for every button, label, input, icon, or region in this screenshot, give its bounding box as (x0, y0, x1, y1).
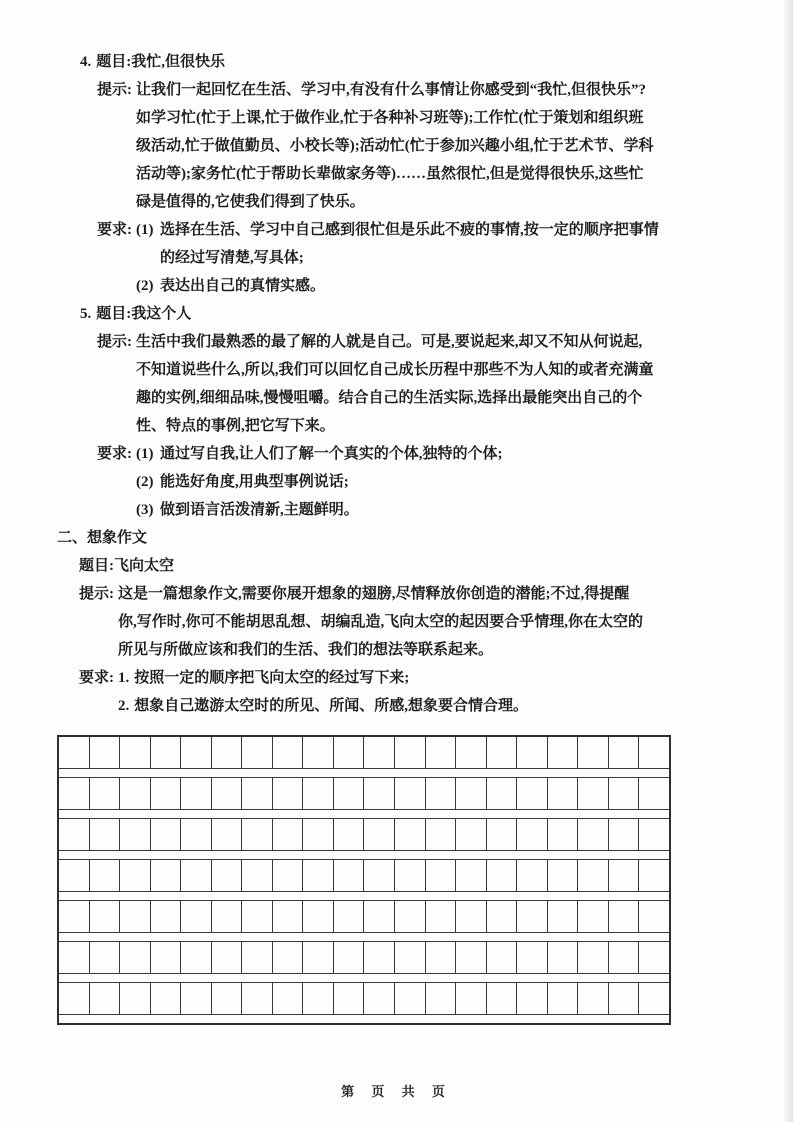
grid-cell (517, 983, 548, 1014)
grid-cell (364, 942, 395, 973)
grid-cell (303, 737, 334, 768)
grid-cell (273, 860, 304, 891)
req-number: (2) (136, 474, 154, 490)
grid-cell (456, 778, 487, 809)
grid-cell (426, 778, 457, 809)
grid-cell (151, 942, 182, 973)
grid-cell (151, 860, 182, 891)
req-item (136, 216, 737, 272)
grid-cell (426, 983, 457, 1014)
grid-cell (212, 860, 243, 891)
grid-row-gap (59, 891, 669, 901)
grid-cell (639, 819, 669, 850)
section-2-title-line (79, 552, 737, 580)
grid-cell (487, 860, 518, 891)
grid-row-gap (59, 1014, 669, 1023)
grid-cell (59, 778, 90, 809)
grid-cell (487, 901, 518, 932)
grid-row (59, 901, 669, 932)
item-4-req-label: 要求: (97, 222, 132, 238)
grid-cell (120, 737, 151, 768)
grid-cell (334, 778, 365, 809)
item-5-number: 5. (80, 306, 92, 322)
grid-cell (90, 901, 121, 932)
grid-cell (456, 860, 487, 891)
grid-cell (212, 901, 243, 932)
grid-cell (90, 983, 121, 1014)
grid-cell (487, 737, 518, 768)
grid-row-gap (59, 850, 669, 860)
section-2-req-block (79, 664, 737, 720)
grid-cell (90, 942, 121, 973)
grid-cell (303, 983, 334, 1014)
grid-cell (59, 942, 90, 973)
grid-cell (334, 942, 365, 973)
grid-cell (456, 942, 487, 973)
grid-cell (120, 778, 151, 809)
hint-line: 让我们一起回忆在生活、学习中,有没有什么事情让你感受到“我忙,但很快乐”? (136, 82, 647, 98)
req-item (136, 272, 737, 300)
grid-cell (90, 819, 121, 850)
item-4-hint-label: 提示: (97, 82, 132, 98)
grid-cell (517, 901, 548, 932)
section-2-title-label: 题目: (79, 558, 114, 574)
grid-cell (273, 942, 304, 973)
grid-cell (59, 983, 90, 1014)
req-item (136, 496, 737, 524)
item-4-number: 4. (80, 54, 92, 70)
grid-cell (212, 983, 243, 1014)
grid-cell (578, 942, 609, 973)
req-line: 想象自己遨游太空时的所见、所闻、所感,想象要合情合理。 (134, 698, 529, 714)
hint-line: 性、特点的事例,把它写下来。 (136, 418, 335, 434)
item-5-req-block (97, 440, 737, 524)
grid-cell (395, 819, 426, 850)
grid-cell (609, 983, 640, 1014)
grid-cell (639, 942, 669, 973)
grid-cell (426, 819, 457, 850)
grid-cell (609, 901, 640, 932)
req-line: 选择在生活、学习中自己感到很忙但是乐此不疲的事情,按一定的顺序把事情 (160, 222, 659, 238)
item-5-hint-label: 提示: (97, 334, 132, 350)
grid-cell (487, 983, 518, 1014)
req-item (118, 692, 737, 720)
grid-row (59, 983, 669, 1014)
req-line: 能选好角度,用典型事例说话; (160, 474, 349, 490)
grid-cell (487, 942, 518, 973)
item-4-hint-block (97, 76, 737, 216)
grid-cell (303, 778, 334, 809)
grid-cell (273, 983, 304, 1014)
grid-cell (334, 901, 365, 932)
req-number: (3) (136, 502, 154, 518)
grid-cell (364, 983, 395, 1014)
grid-cell (609, 737, 640, 768)
grid-cell (151, 737, 182, 768)
grid-cell (609, 942, 640, 973)
grid-cell (364, 819, 395, 850)
req-item (136, 468, 737, 496)
grid-cell (639, 983, 669, 1014)
req-item (118, 664, 737, 692)
grid-row (59, 737, 669, 768)
grid-cell (242, 778, 273, 809)
page-footer: 第 页 共 页 (341, 1084, 452, 1099)
hint-line: 趣的实例,细细品味,慢慢咀嚼。结合自己的生活实际,选择出最能突出自己的个 (136, 390, 643, 406)
grid-cell (487, 819, 518, 850)
grid-cell (120, 860, 151, 891)
req-number: (1) (136, 222, 154, 238)
grid-cell (639, 901, 669, 932)
grid-cell (181, 737, 212, 768)
grid-cell (151, 983, 182, 1014)
grid-cell (609, 860, 640, 891)
grid-cell (456, 737, 487, 768)
grid-cell (151, 778, 182, 809)
grid-cell (151, 819, 182, 850)
grid-cell (212, 819, 243, 850)
section-item-4 (80, 48, 737, 300)
grid-cell (548, 901, 579, 932)
item-5-title-line (80, 300, 737, 328)
hint-line: 不知道说些什么,所以,我们可以回忆自己成长历程中那些不为人知的或者充满童 (136, 362, 654, 378)
grid-cell (151, 901, 182, 932)
grid-row (59, 778, 669, 809)
grid-cell (90, 778, 121, 809)
grid-cell (181, 901, 212, 932)
grid-cell (303, 860, 334, 891)
grid-cell (364, 901, 395, 932)
grid-cell (242, 983, 273, 1014)
section-2-hint-block (79, 580, 737, 664)
grid-cell (59, 737, 90, 768)
grid-cell (578, 737, 609, 768)
grid-cell (364, 860, 395, 891)
grid-cell (456, 983, 487, 1014)
hint-line: 所见与所做应该和我们的生活、我们的想法等联系起来。 (118, 642, 494, 658)
grid-row-gap (59, 809, 669, 819)
composition-writing-grid (57, 735, 671, 1025)
grid-cell (395, 737, 426, 768)
grid-cell (181, 942, 212, 973)
grid-cell (120, 942, 151, 973)
grid-cell (242, 860, 273, 891)
grid-cell (639, 778, 669, 809)
req-number: 1. (118, 670, 130, 686)
grid-cell (273, 819, 304, 850)
grid-cell (609, 819, 640, 850)
item-5-title: 我这个人 (131, 306, 192, 322)
req-line: 的经过写清楚,写具体; (160, 250, 304, 266)
grid-cell (303, 819, 334, 850)
grid-cell (212, 778, 243, 809)
grid-cell (59, 860, 90, 891)
req-number: (2) (136, 278, 154, 294)
grid-cell (578, 778, 609, 809)
req-line: 表达出自己的真情实感。 (160, 278, 326, 294)
grid-cell (242, 819, 273, 850)
grid-cell (395, 778, 426, 809)
grid-cell (517, 737, 548, 768)
grid-cell (578, 901, 609, 932)
grid-cell (181, 860, 212, 891)
grid-cell (395, 901, 426, 932)
grid-cell (548, 778, 579, 809)
grid-cell (395, 942, 426, 973)
grid-cell (273, 737, 304, 768)
req-line: 通过写自我,让人们了解一个真实的个体,独特的个体; (160, 446, 503, 462)
hint-line: 级活动,忙于做值勤员、小校长等);活动忙(忙于参加兴趣小组,忙于艺术节、学科 (136, 138, 654, 154)
grid-cell (303, 901, 334, 932)
grid-cell (517, 860, 548, 891)
grid-cell (548, 819, 579, 850)
grid-cell (609, 778, 640, 809)
grid-cell (548, 860, 579, 891)
section-2-imagination (57, 524, 737, 720)
item-5-title-label: 题目: (96, 306, 132, 322)
grid-cell (273, 901, 304, 932)
page-content (57, 48, 737, 1025)
section-item-5 (80, 300, 737, 524)
grid-cell (59, 819, 90, 850)
grid-cell (639, 737, 669, 768)
hint-line: 你,写作时,你可不能胡思乱想、胡编乱造,飞向太空的起因要合乎情理,你在太空的 (118, 614, 644, 630)
grid-cell (120, 819, 151, 850)
grid-cell (242, 901, 273, 932)
grid-cell (242, 942, 273, 973)
hint-line: 碌是值得的,它使我们得到了快乐。 (136, 194, 365, 210)
grid-cell (181, 819, 212, 850)
grid-cell (426, 942, 457, 973)
grid-cell (578, 983, 609, 1014)
grid-cell (334, 983, 365, 1014)
grid-cell (181, 778, 212, 809)
grid-cell (395, 860, 426, 891)
req-line: 做到语言活泼清新,主题鲜明。 (160, 502, 359, 518)
grid-cell (334, 737, 365, 768)
grid-row-gap (59, 973, 669, 983)
grid-cell (548, 983, 579, 1014)
grid-cell (517, 819, 548, 850)
grid-cell (212, 942, 243, 973)
grid-cell (548, 737, 579, 768)
grid-cell (334, 860, 365, 891)
grid-cell (59, 901, 90, 932)
hint-line: 生活中我们最熟悉的最了解的人就是自己。可是,要说起来,却又不知从何说起, (136, 334, 643, 350)
item-4-title-label: 题目: (96, 54, 132, 70)
grid-cell (578, 860, 609, 891)
item-4-req-block (97, 216, 737, 300)
req-item (136, 440, 737, 468)
section-2-req-label: 要求: (79, 670, 114, 686)
grid-row-gap (59, 768, 669, 778)
req-number: 2. (118, 698, 130, 714)
grid-cell (273, 778, 304, 809)
grid-cell (639, 860, 669, 891)
grid-cell (364, 778, 395, 809)
grid-cell (426, 901, 457, 932)
item-4-title: 我忙,但很快乐 (131, 54, 226, 70)
grid-cell (548, 942, 579, 973)
grid-cell (456, 819, 487, 850)
grid-cell (303, 942, 334, 973)
grid-cell (487, 778, 518, 809)
scan-edge-shadow (783, 0, 793, 1122)
req-line: 按照一定的顺序把飞向太空的经过写下来; (134, 670, 410, 686)
grid-row-gap (59, 932, 669, 942)
section-2-title: 飞向太空 (114, 558, 175, 574)
grid-cell (426, 860, 457, 891)
req-number: (1) (136, 446, 154, 462)
grid-cell (578, 819, 609, 850)
grid-cell (517, 942, 548, 973)
grid-cell (517, 778, 548, 809)
grid-cell (364, 737, 395, 768)
hint-line: 活动等);家务忙(忙于帮助长辈做家务等)……虽然很忙,但是觉得很快乐,这些忙 (136, 166, 644, 182)
grid-cell (120, 983, 151, 1014)
grid-cell (90, 860, 121, 891)
grid-cell (395, 983, 426, 1014)
item-4-title-line (80, 48, 737, 76)
hint-line: 如学习忙(忙于上课,忙于做作业,忙于各种补习班等);工作忙(忙于策划和组织班 (136, 110, 644, 126)
grid-cell (426, 737, 457, 768)
grid-cell (212, 737, 243, 768)
section-2-hint-label: 提示: (79, 586, 114, 602)
hint-line: 这是一篇想象作文,需要你展开想象的翅膀,尽情释放你创造的潜能;不过,得提醒 (118, 586, 630, 602)
grid-cell (181, 983, 212, 1014)
grid-cell (334, 819, 365, 850)
item-5-hint-block (97, 328, 737, 440)
section-2-heading: 二、想象作文 (57, 530, 148, 546)
grid-cell (90, 737, 121, 768)
grid-row (59, 860, 669, 891)
grid-row (59, 819, 669, 850)
grid-cell (242, 737, 273, 768)
item-5-req-label: 要求: (97, 446, 132, 462)
grid-row (59, 942, 669, 973)
grid-cell (120, 901, 151, 932)
grid-cell (456, 901, 487, 932)
